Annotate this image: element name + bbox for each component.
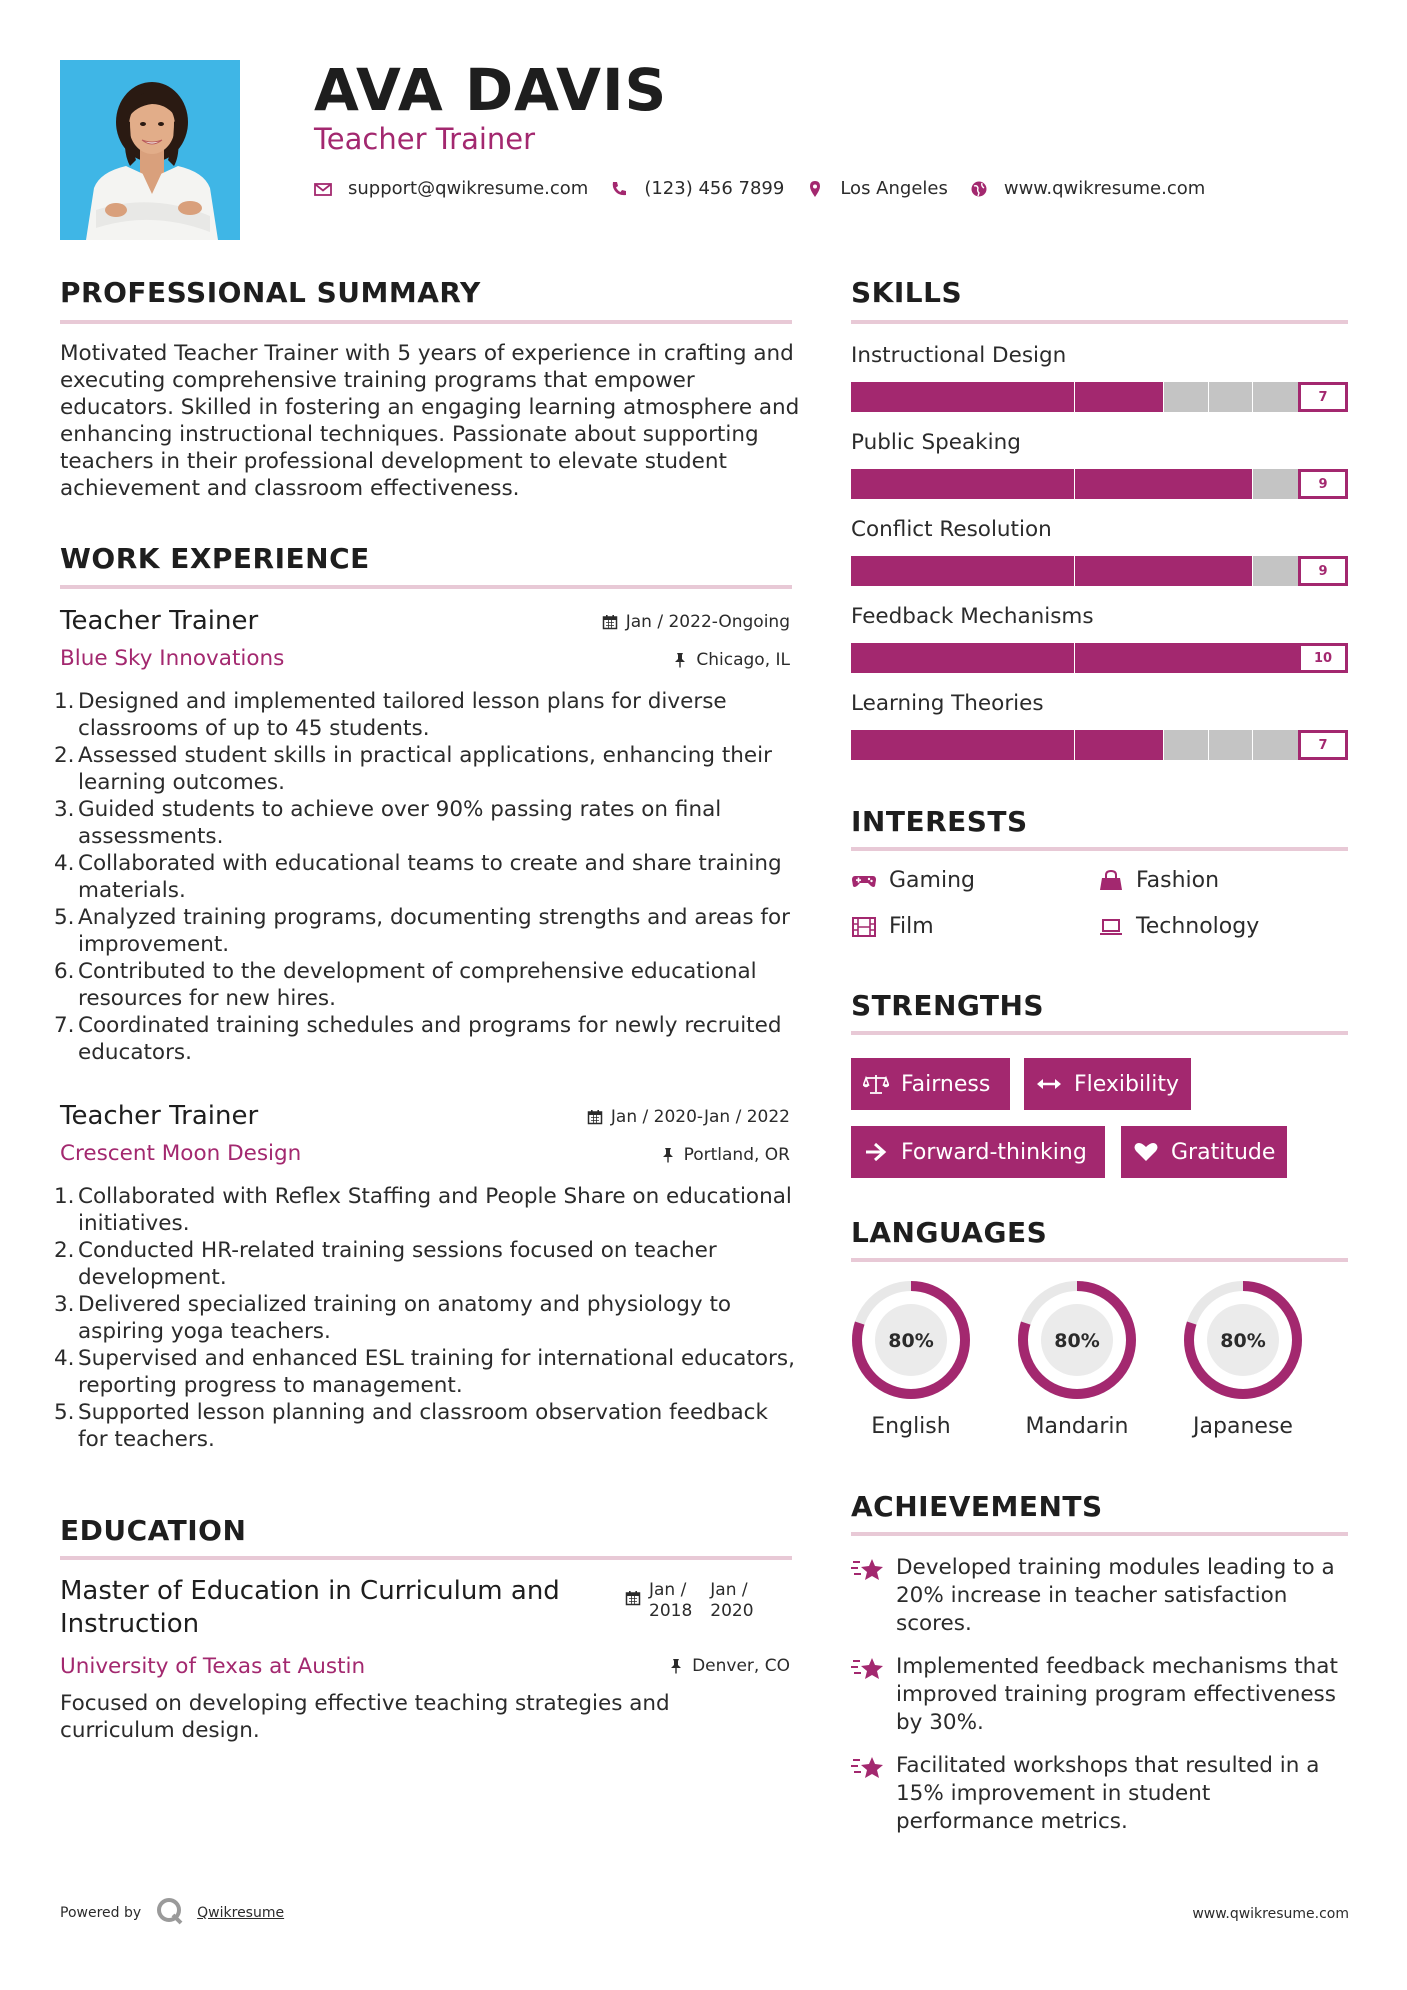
interests-heading: INTERESTS (851, 805, 1028, 838)
pushpin-icon (668, 1658, 684, 1674)
language-gauge (849, 1278, 973, 1402)
skill-segment-filled (851, 730, 896, 760)
list-item: 6. Contributed to the development of comprehensive educational resources for new hires. (54, 959, 757, 1011)
skills-heading: SKILLS (851, 276, 963, 309)
pushpin-icon (672, 652, 688, 668)
map-marker-icon (806, 180, 824, 198)
skill-segment-empty (1209, 730, 1253, 760)
languages-heading: LANGUAGES (851, 1216, 1048, 1249)
strength-tag: Gratitude (1121, 1126, 1287, 1178)
globe-icon (970, 180, 988, 198)
skill-segment-filled (1075, 556, 1120, 586)
language-name: Mandarin (1025, 1414, 1129, 1439)
skill-segment-filled (1075, 730, 1120, 760)
skill-segment-filled (1075, 382, 1120, 412)
skill-segment-filled (985, 469, 1030, 499)
list-item: 7. Coordinated training schedules and programs for newly recruited educators. (54, 1013, 782, 1065)
language-percent: 80% (1220, 1330, 1266, 1352)
skill-segment-filled (1209, 643, 1254, 673)
languages-divider (851, 1258, 1348, 1262)
skill-segment-empty (1253, 469, 1298, 499)
interest-item: Fashion (1098, 868, 1219, 893)
skill-segment-filled (1119, 730, 1163, 760)
skill-name: Instructional Design (851, 343, 1067, 368)
strength-tag: Forward-thinking (851, 1126, 1105, 1178)
envelope-icon (314, 180, 332, 198)
footer-powered-by (60, 1896, 284, 1930)
achievement-text: Facilitated workshops that resulted in a 15% improvement in student performance metrics. (896, 1753, 1320, 1834)
education-dates (625, 1580, 754, 1622)
skill-segment-filled (1030, 469, 1075, 499)
arrows-horizontal-icon (1036, 1073, 1062, 1095)
education-divider (60, 1556, 792, 1560)
skill-segment-filled (851, 556, 896, 586)
achievement-text: Developed training modules leading to a 20% increase in teacher satisfaction scores. (896, 1555, 1335, 1636)
strength-tag: Fairness (851, 1058, 1010, 1110)
skill-segment-filled (896, 643, 941, 673)
contact-location: Los Angeles (840, 178, 948, 199)
skill-segment-filled (1030, 643, 1075, 673)
list-item: 5. Supported lesson planning and classroom observation feedback for teachers. (54, 1400, 768, 1452)
skill-segment-filled (940, 556, 985, 586)
interests-divider (851, 847, 1348, 851)
skill-segment-filled (940, 469, 985, 499)
heart-icon (1133, 1141, 1159, 1163)
contact-phone[interactable]: (123) 456 7899 (644, 178, 785, 199)
strengths-divider (851, 1031, 1348, 1035)
job-entry-header (60, 1101, 790, 1171)
skill-level-badge: 7 (1298, 382, 1348, 412)
contact-bar (314, 178, 1227, 199)
skill-segment-filled (851, 382, 896, 412)
shooting-star-icon (851, 1556, 885, 1584)
skill-segment-filled (1030, 556, 1075, 586)
education-heading: EDUCATION (60, 1514, 247, 1547)
achievements-heading: ACHIEVEMENTS (851, 1490, 1103, 1523)
skill-segment-filled (985, 556, 1030, 586)
education-start-date: Jan / 2018 (649, 1580, 693, 1621)
candidate-name: AVA DAVIS (314, 56, 668, 124)
list-item: 3. Guided students to achieve over 90% passing rates on final assessments. (54, 797, 722, 849)
film-icon (851, 916, 877, 938)
education-description: Focused on developing effective teaching strategies and curriculum design. (60, 1691, 670, 1743)
footer-website[interactable]: www.qwikresume.com (1192, 1906, 1349, 1922)
achievements-divider (851, 1532, 1348, 1536)
skill-segment-empty (1209, 382, 1253, 412)
job-date-text: Jan / 2020-Jan / 2022 (610, 1107, 790, 1127)
skill-segment-filled (985, 730, 1030, 760)
skill-segment-filled (1209, 556, 1253, 586)
skill-level-badge: 7 (1298, 730, 1348, 760)
job-date (587, 1107, 790, 1127)
list-item: 4. Collaborated with educational teams to create and share training materials. (54, 851, 782, 903)
skill-bar (851, 643, 1348, 673)
shooting-star-icon (851, 1754, 885, 1782)
skill-segment-filled (940, 382, 985, 412)
skill-segment-filled (1075, 469, 1120, 499)
achievement-text: Implemented feedback mechanisms that improved training program effectiveness by 30%. (896, 1654, 1338, 1735)
calendar-icon (602, 614, 618, 630)
qwikresume-link[interactable]: Qwikresume (197, 1905, 285, 1921)
skill-bar (851, 382, 1348, 412)
education-university: University of Texas at Austin (60, 1654, 366, 1679)
job-company: Crescent Moon Design (60, 1141, 302, 1166)
strengths-heading: STRENGTHS (851, 989, 1045, 1022)
skill-name: Learning Theories (851, 691, 1044, 716)
interest-item: Gaming (851, 868, 975, 893)
skill-segment-empty (1164, 730, 1208, 760)
education-location: Denver, CO (668, 1656, 790, 1676)
skill-bar (851, 730, 1348, 760)
skill-segment-filled (896, 556, 941, 586)
skill-segment-empty (1253, 730, 1298, 760)
language-gauge (1015, 1278, 1139, 1402)
skill-segment-filled (1164, 643, 1209, 673)
skill-segment-filled (1075, 643, 1120, 673)
skill-name: Feedback Mechanisms (851, 604, 1094, 629)
summary-divider (60, 320, 792, 324)
contact-website[interactable]: www.qwikresume.com (1003, 178, 1206, 199)
candidate-title: Teacher Trainer (314, 122, 536, 156)
summary-heading: PROFESSIONAL SUMMARY (60, 276, 481, 309)
language-item (1015, 1278, 1139, 1439)
skill-segment-filled (985, 643, 1030, 673)
shopping-bag-icon (1098, 870, 1124, 892)
skill-segment-empty (1253, 556, 1298, 586)
job-responsibilities (54, 688, 800, 1066)
interest-item: Technology (1098, 914, 1259, 939)
skill-segment-filled (1119, 382, 1163, 412)
gamepad-icon (851, 870, 877, 892)
skill-segment-filled (1164, 556, 1209, 586)
skill-segment-filled (1030, 730, 1075, 760)
job-role: Teacher Trainer (60, 1101, 259, 1131)
list-item: 5. Analyzed training programs, documenting strengths and areas for improvement. (54, 905, 790, 957)
skill-segment-filled (940, 730, 985, 760)
skill-name: Public Speaking (851, 430, 1021, 455)
achievement-item (851, 1653, 1351, 1737)
job-role: Teacher Trainer (60, 606, 259, 636)
skill-level-badge: 10 (1298, 643, 1348, 673)
achievement-item (851, 1752, 1351, 1836)
skill-bar (851, 469, 1348, 499)
job-location (672, 650, 790, 670)
experience-heading: WORK EXPERIENCE (60, 542, 370, 575)
skill-segment-filled (896, 382, 941, 412)
laptop-icon (1098, 916, 1124, 938)
language-item (1181, 1278, 1305, 1439)
skill-level-badge: 9 (1298, 469, 1348, 499)
shooting-star-icon (851, 1655, 885, 1683)
education-end-date: Jan / 2020 (710, 1580, 754, 1621)
job-date-text: Jan / 2022-Ongoing (625, 612, 790, 632)
skill-segment-empty (1253, 382, 1298, 412)
qwikresume-logo-icon (155, 1896, 185, 1930)
skill-segment-filled (896, 469, 941, 499)
language-item (849, 1278, 973, 1439)
skill-segment-filled (940, 643, 985, 673)
phone-icon (610, 180, 628, 198)
skill-segment-filled (1209, 469, 1253, 499)
skill-segment-filled (1119, 556, 1164, 586)
summary-text: Motivated Teacher Trainer with 5 years of experience in crafting and executing comprehensive training programs that empower educators. Skilled in fostering an engaging learning atmosphere and enhancing instructional techniques. Passionate about supporting teachers in their professional development to elevate student achievement and classroom effectiveness. (60, 341, 800, 501)
skill-segment-filled (985, 382, 1030, 412)
job-location-text: Portland, OR (683, 1145, 790, 1165)
language-gauge (1181, 1278, 1305, 1402)
skill-segment-filled (851, 469, 896, 499)
list-item: 4. Supervised and enhanced ESL training for international educators, reporting progress to management. (54, 1346, 795, 1398)
skill-segment-filled (1164, 469, 1209, 499)
education-degree: Master of Education in Curriculum and Instruction (60, 1576, 560, 1639)
job-location (660, 1145, 790, 1165)
language-name: Japanese (1193, 1414, 1293, 1439)
arrow-right-icon (863, 1141, 889, 1163)
job-date (602, 612, 790, 632)
list-item: 1. Designed and implemented tailored lesson plans for diverse classrooms of up to 45 students. (54, 689, 727, 741)
skills-divider (851, 320, 1348, 324)
pushpin-icon (660, 1147, 676, 1163)
job-entry-header (60, 606, 790, 676)
skill-segment-filled (1030, 382, 1075, 412)
profile-photo (60, 60, 240, 240)
list-item: 1. Collaborated with Reflex Staffing and People Share on educational initiatives. (54, 1184, 792, 1236)
language-percent: 80% (888, 1330, 934, 1352)
skill-segment-filled (851, 643, 896, 673)
strength-tag: Flexibility (1024, 1058, 1191, 1110)
job-company: Blue Sky Innovations (60, 646, 285, 671)
calendar-icon (587, 1109, 603, 1125)
list-item: 2. Assessed student skills in practical applications, enhancing their learning outcomes. (54, 743, 772, 795)
interest-item: Film (851, 914, 934, 939)
contact-email[interactable]: support@qwikresume.com (348, 178, 589, 199)
skill-segment-filled (896, 730, 941, 760)
list-item: 3. Delivered specialized training on anatomy and physiology to aspiring yoga teachers. (54, 1292, 732, 1344)
skill-level-badge: 9 (1298, 556, 1348, 586)
job-responsibilities (54, 1183, 800, 1453)
job-location-text: Chicago, IL (696, 650, 790, 670)
skill-segment-filled (1119, 643, 1164, 673)
skill-segment-filled (1253, 643, 1298, 673)
list-item: 2. Conducted HR-related training sessions focused on teacher development. (54, 1238, 717, 1290)
language-name: English (871, 1414, 951, 1439)
skill-bar (851, 556, 1348, 586)
skill-name: Conflict Resolution (851, 517, 1052, 542)
balance-scale-icon (863, 1073, 889, 1095)
skill-segment-filled (1119, 469, 1164, 499)
powered-by-label: Powered by (60, 1905, 142, 1921)
calendar-icon (625, 1590, 641, 1606)
achievement-item (851, 1554, 1351, 1638)
skill-segment-empty (1164, 382, 1208, 412)
experience-divider (60, 585, 792, 589)
language-percent: 80% (1054, 1330, 1100, 1352)
